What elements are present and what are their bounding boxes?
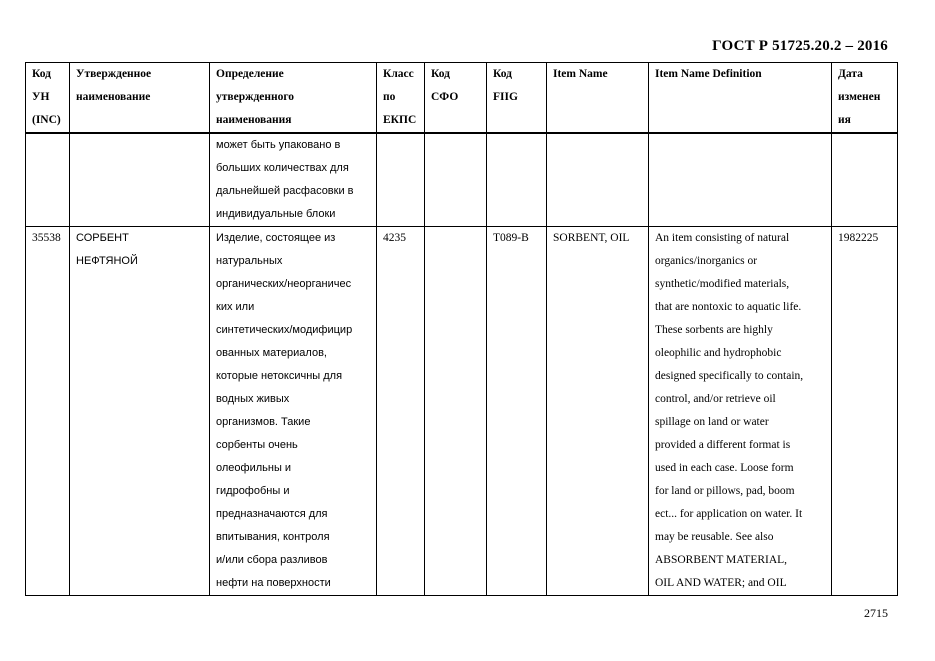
item-definition-line: provided a different format is: [655, 439, 791, 451]
header-inc-line: Код: [32, 68, 52, 80]
header-date-line: Дата: [838, 68, 863, 80]
header-date-line: изменен: [838, 91, 881, 103]
definition-line: нефти на поверхности: [216, 577, 331, 589]
item-definition-line: designed specifically to contain,: [655, 370, 804, 382]
definition-line: органических/неорганичес: [216, 278, 352, 290]
page-number: 2715: [864, 606, 888, 620]
header-fiig-line: FIIG: [493, 91, 518, 103]
cell-date: [832, 133, 898, 227]
header-item-name-definition-line: Item Name Definition: [655, 68, 762, 80]
definition-line: организмов. Такие: [216, 416, 311, 428]
cell-item-name: SORBENT, OIL: [547, 227, 649, 596]
definition-line: ких или: [216, 301, 255, 313]
header-class-line: Класс: [383, 68, 414, 80]
item-definition-line: for land or pillows, pad, boom: [655, 485, 795, 497]
cell-sfo: [425, 133, 487, 227]
cell-fiig: [487, 133, 547, 227]
definition-line: водных живых: [216, 393, 290, 405]
item-definition-line: control, and/or retrieve oil: [655, 393, 776, 405]
header-definition-line: утвержденного: [216, 91, 295, 103]
cell-approved-name: [70, 133, 210, 227]
definition-line: впитывания, контроля: [216, 531, 330, 543]
header-fiig: [487, 63, 547, 134]
cell-approved-name: [70, 227, 210, 596]
item-definition-line: may be reusable. See also: [655, 531, 774, 543]
header-item-name-definition: [649, 63, 832, 134]
definition-line: натуральных: [216, 255, 283, 267]
cell-item-name: [547, 133, 649, 227]
item-registry-table: [25, 62, 898, 596]
item-definition-line: An item consisting of natural: [655, 232, 790, 244]
header-class: [377, 63, 425, 134]
cell-item-name-definition: [649, 133, 832, 227]
cell-definition: [210, 133, 377, 227]
table-row: [26, 133, 898, 227]
cell-item-name-definition: [649, 227, 832, 596]
item-definition-line: ect... for application on water. It: [655, 508, 803, 520]
header-item-name-line: Item Name: [553, 68, 608, 80]
item-definition-line: that are nontoxic to aquatic life.: [655, 301, 802, 313]
header-fiig-line: Код: [493, 68, 513, 80]
table-header: [26, 63, 898, 134]
definition-line: Изделие, состоящее из: [216, 232, 336, 244]
definition-line: и/или сбора разливов: [216, 554, 328, 566]
header-inc: [26, 63, 70, 134]
definition-line: синтетических/модифицир: [216, 324, 353, 336]
definition-line: может быть упаковано в: [216, 139, 341, 151]
header-class-line: ЕКПС: [383, 114, 417, 126]
item-definition-line: OIL AND WATER; and OIL: [655, 577, 787, 589]
definition-line: предназначаются для: [216, 508, 328, 520]
header-inc-line: (INC): [32, 114, 61, 126]
definition-line: индивидуальные блоки: [216, 208, 336, 220]
header-definition-line: Определение: [216, 68, 284, 80]
header-date: [832, 63, 898, 134]
item-definition-line: organics/inorganics or: [655, 255, 758, 267]
cell-class: [377, 133, 425, 227]
header-approved-name-line: Утвержденное: [76, 68, 152, 80]
item-definition-line: These sorbents are highly: [655, 324, 773, 336]
cell-fiig: T089-B: [487, 227, 547, 596]
table-row: [26, 227, 898, 596]
approved-name-line: НЕФТЯНОЙ: [76, 255, 138, 267]
cell-inc: 35538: [26, 227, 70, 596]
cell-inc: [26, 133, 70, 227]
definition-line: ованных материалов,: [216, 347, 327, 359]
definition-line: олеофильны и: [216, 462, 292, 474]
header-sfo-line: СФО: [431, 91, 459, 103]
item-definition-line: spillage on land or water: [655, 416, 769, 428]
approved-name-line: СОРБЕНТ: [76, 232, 129, 244]
header-class-line: по: [383, 91, 396, 103]
definition-line: которые нетоксичны для: [216, 370, 343, 382]
header-item-name: [547, 63, 649, 134]
definition-line: гидрофобны и: [216, 485, 290, 497]
header-definition: [210, 63, 377, 134]
cell-definition: [210, 227, 377, 596]
cell-sfo: [425, 227, 487, 596]
header-row: [26, 63, 898, 134]
definition-line: дальнейшей расфасовки в: [216, 185, 354, 197]
header-approved-name-line: наименование: [76, 91, 151, 103]
cell-date: 1982225: [832, 227, 898, 596]
header-approved-name: [70, 63, 210, 134]
item-definition-line: used in each case. Loose form: [655, 462, 794, 474]
definition-line: сорбенты очень: [216, 439, 298, 451]
table-body: [26, 133, 898, 596]
header-definition-line: наименования: [216, 114, 292, 126]
header-sfo-line: Код: [431, 68, 451, 80]
header-inc-line: УН: [32, 91, 50, 103]
definition-line: больших количествах для: [216, 162, 349, 174]
item-definition-line: oleophilic and hydrophobic: [655, 347, 782, 359]
header-sfo: [425, 63, 487, 134]
cell-class: 4235: [377, 227, 425, 596]
header-date-line: ия: [838, 114, 851, 126]
item-definition-line: ABSORBENT MATERIAL,: [655, 554, 788, 566]
item-definition-line: synthetic/modified materials,: [655, 278, 790, 290]
document-standard-header: ГОСТ Р 51725.20.2 – 2016: [712, 38, 888, 54]
